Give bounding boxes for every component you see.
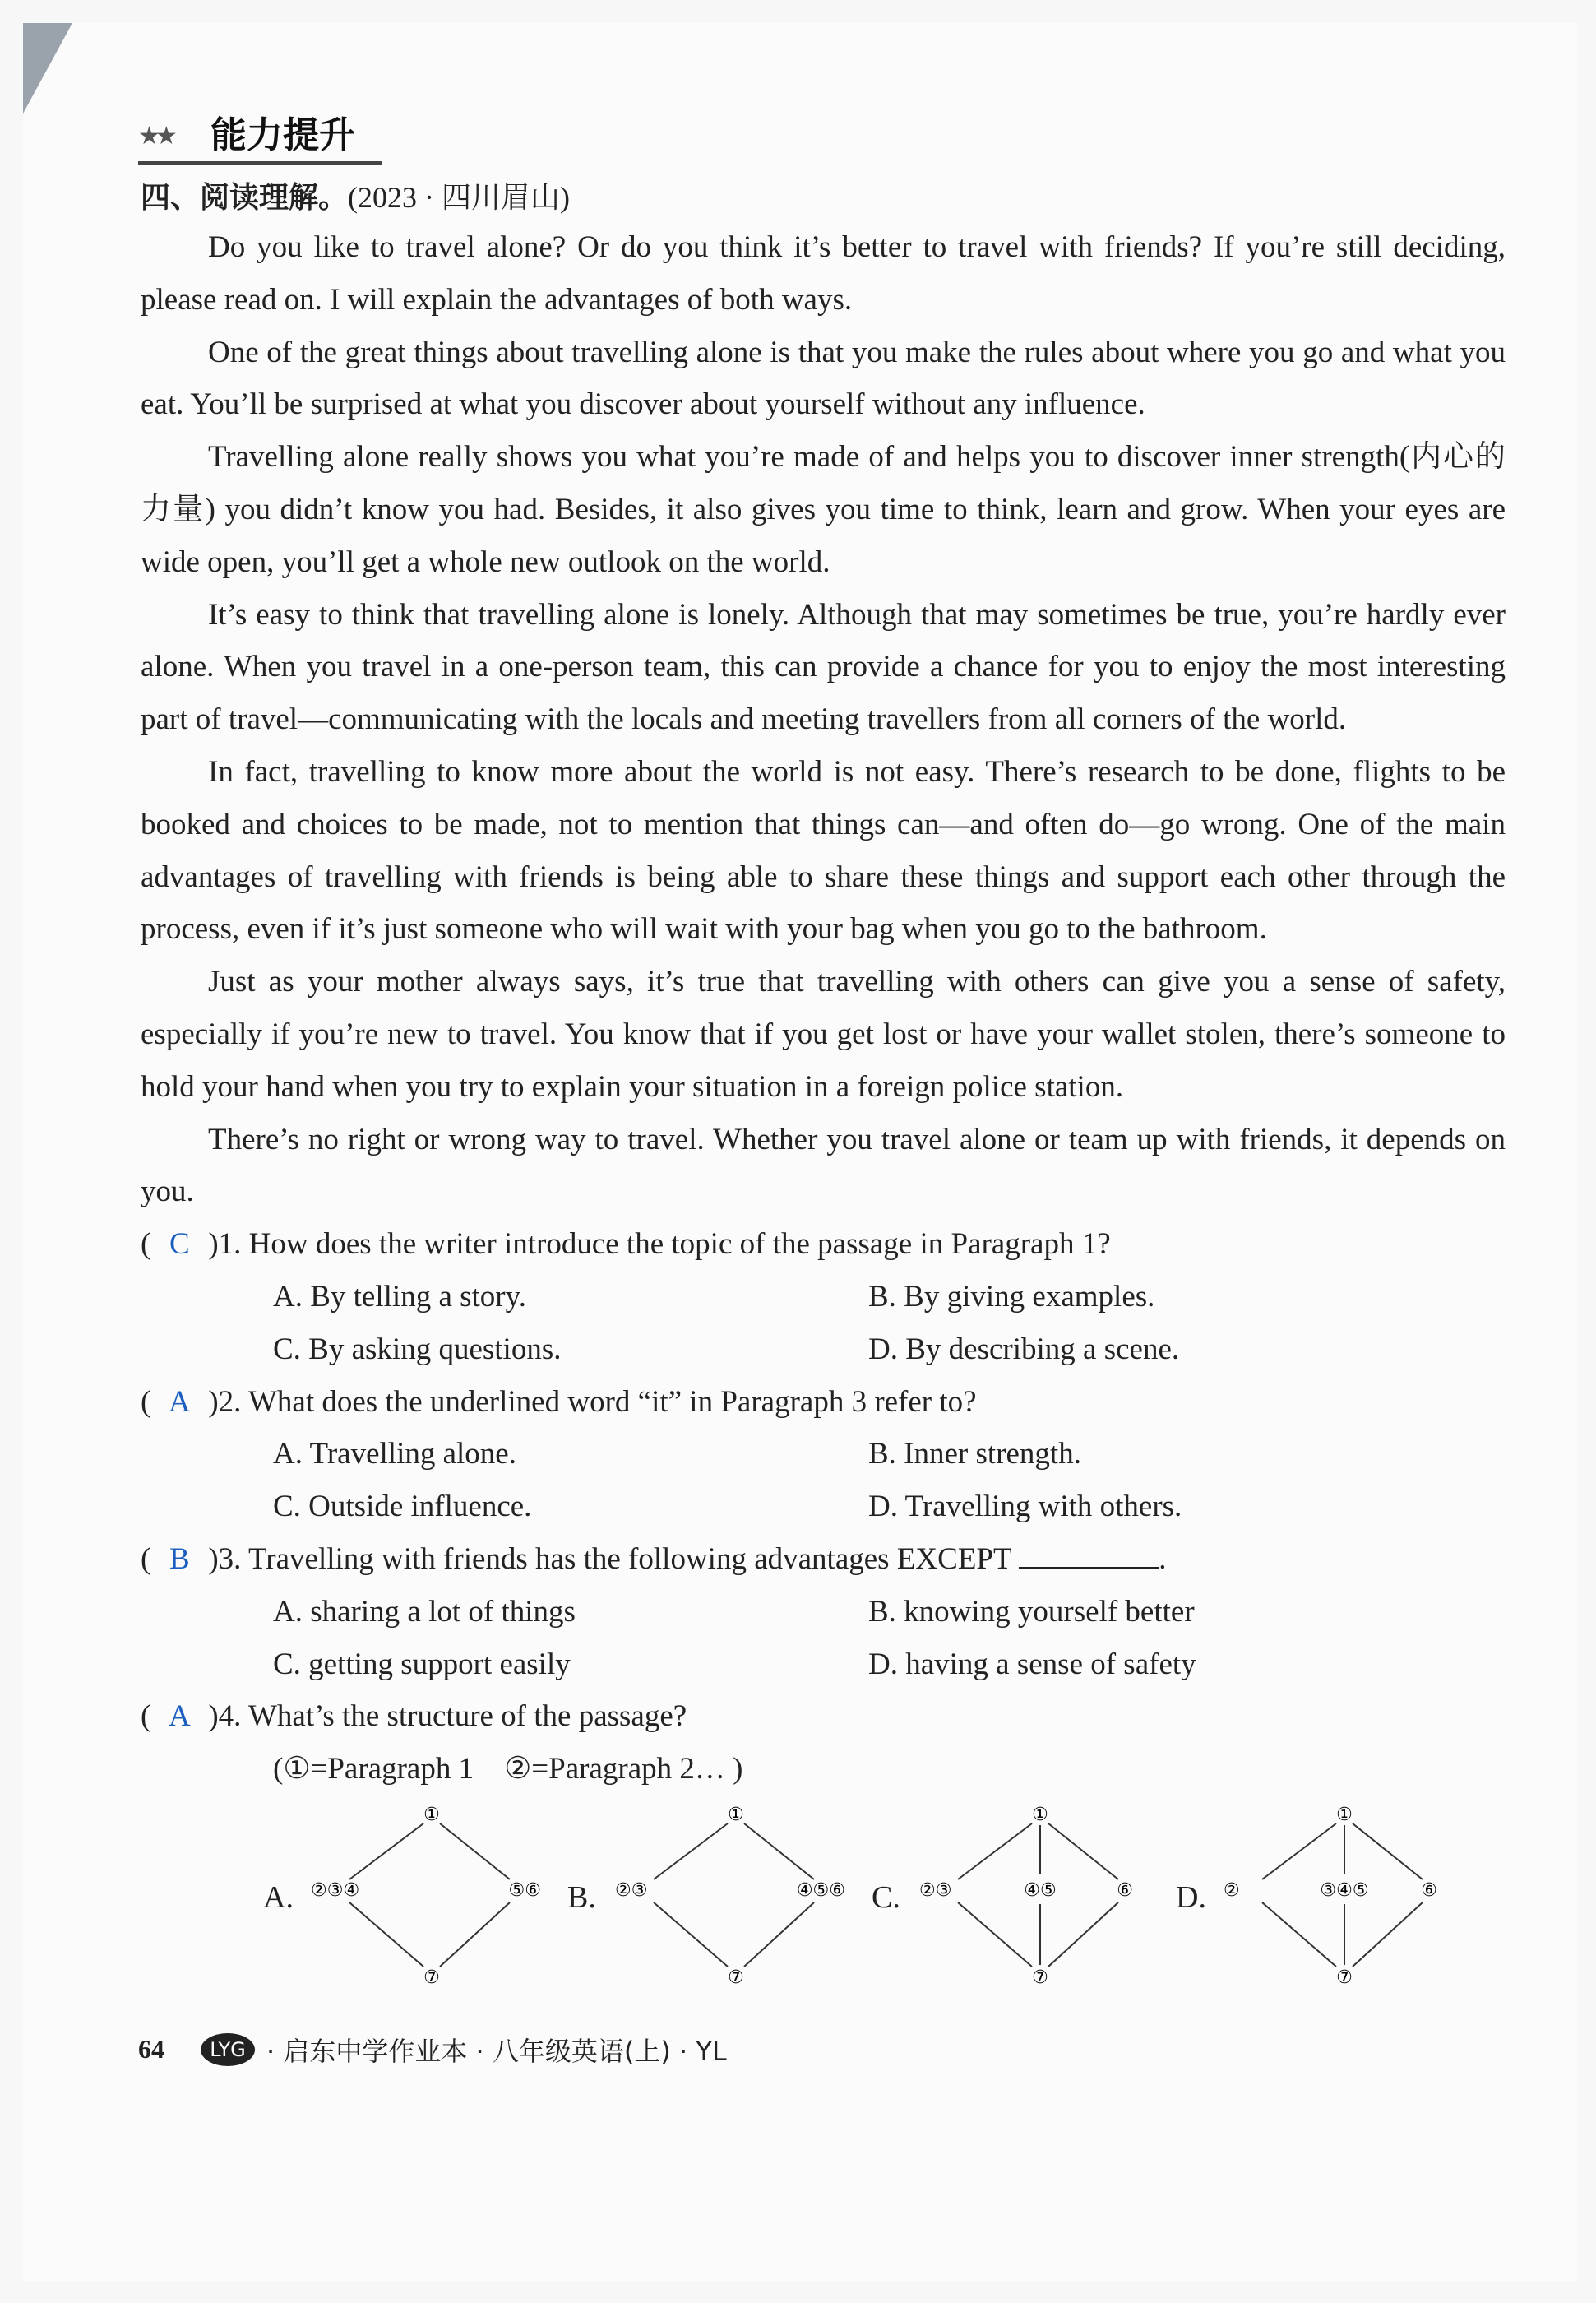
diagram-edge bbox=[1262, 1902, 1336, 1967]
question-note: (①=Paragraph 1 ②=Paragraph 2… ) bbox=[273, 1752, 743, 1786]
diagram-lines bbox=[872, 1804, 1159, 1989]
node-left: ②③④ bbox=[311, 1879, 360, 1901]
paragraph: Just as your mother always says, it’s true that travelling with others can give you a sense of safety, especially if you’re new to travel. You know that if you get lost or have your wallet stolen, there’s someone to hold your hand when you try to explain your situation in a foreign police station. bbox=[141, 965, 1506, 1104]
options bbox=[141, 1271, 1506, 1376]
page-corner-fold bbox=[23, 23, 72, 114]
stars-icon: ★★ bbox=[138, 122, 173, 151]
diagram-edge bbox=[1048, 1902, 1118, 1967]
page-number: 64 bbox=[138, 2034, 164, 2064]
paragraph: In fact, travelling to know more about the world is not easy. There’s research to be done, flights to be booked and choices to be made, not to mention that things can—and often do—go wrong. One of the main advantages of travelling with friends is being able to share these things and support each other through the process, even if it’s just someone who will wait with your bag when you go to the bathroom. bbox=[141, 754, 1506, 947]
answer: C bbox=[169, 1227, 190, 1262]
node-left: ②③ bbox=[919, 1879, 952, 1901]
page-content bbox=[138, 0, 1506, 2118]
diagram-option bbox=[1176, 1804, 1464, 1989]
option: A. By telling a story. bbox=[273, 1279, 526, 1314]
question-3: ( B )3. Travelling with friends has the following advantages EXCEPT . bbox=[141, 1533, 1506, 1586]
option: C. Outside influence. bbox=[273, 1490, 532, 1524]
question-text: )4. What’s the structure of the passage? bbox=[208, 1699, 687, 1734]
node-bottom: ⑦ bbox=[728, 1967, 744, 1988]
paragraph: It’s easy to think that travelling alone is lonely. Although that may sometimes be true, you’re hardly ever alone. When you travel in a one-person team, this can provide a chance for you to enjoy the most interesting part of travel—communicating with the locals and meeting travellers from all corners of the world. bbox=[141, 597, 1506, 737]
node-right: ⑥ bbox=[1117, 1879, 1133, 1901]
diagram-edge bbox=[958, 1823, 1032, 1879]
option: C. By asking questions. bbox=[273, 1332, 562, 1366]
node-right: ⑥ bbox=[1421, 1879, 1437, 1901]
reading-passage bbox=[141, 221, 1506, 1218]
answer: B bbox=[169, 1541, 190, 1576]
diagram-label: D. bbox=[1176, 1879, 1206, 1915]
diagram-option bbox=[263, 1804, 551, 1989]
diagram-option bbox=[567, 1804, 855, 1989]
diagram-edge bbox=[440, 1823, 510, 1879]
diagram-edge bbox=[958, 1902, 1032, 1967]
node-top: ① bbox=[1032, 1804, 1048, 1825]
publisher-logo: LYG bbox=[201, 2033, 255, 2066]
node-top: ① bbox=[728, 1804, 744, 1825]
diagram-edge bbox=[654, 1823, 728, 1879]
diagram-edge bbox=[349, 1823, 423, 1879]
diagram-edge bbox=[1353, 1902, 1423, 1967]
diagram-edge bbox=[1262, 1823, 1336, 1879]
answer: A bbox=[168, 1699, 191, 1734]
diagram-lines bbox=[567, 1804, 855, 1989]
node-top: ① bbox=[423, 1804, 440, 1825]
diagram-edge bbox=[1048, 1823, 1118, 1879]
option: C. getting support easily bbox=[273, 1647, 571, 1681]
paragraph: Do you like to travel alone? Or do you think it’s better to travel with friends? If you’re still deciding, please read on. I will explain the advantages of both ways. bbox=[141, 230, 1506, 317]
option: D. Travelling with others. bbox=[868, 1490, 1182, 1524]
diagram-option bbox=[872, 1804, 1159, 1989]
option: B. By giving examples. bbox=[868, 1279, 1155, 1314]
option: D. having a sense of safety bbox=[868, 1647, 1196, 1681]
structure-diagrams bbox=[263, 1804, 1464, 1993]
page-footer bbox=[138, 2031, 1506, 2069]
node-bottom: ⑦ bbox=[423, 1967, 440, 1988]
node-bottom: ⑦ bbox=[1032, 1967, 1048, 1988]
questions bbox=[141, 1218, 1506, 1796]
option: A. Travelling alone. bbox=[273, 1437, 516, 1471]
banner-title: 能力提升 bbox=[210, 114, 355, 156]
paragraph: There’s no right or wrong way to travel. Whether you travel alone or team up with friends, it depends on you. bbox=[141, 1122, 1506, 1209]
diagram-edge bbox=[440, 1902, 510, 1967]
options bbox=[141, 1428, 1506, 1533]
diagram-label: A. bbox=[263, 1879, 294, 1915]
question-2: ( A )2. What does the underlined word “it” in Paragraph 3 refer to? bbox=[141, 1376, 1506, 1429]
option: A. sharing a lot of things bbox=[273, 1594, 576, 1629]
paragraph: Travelling alone really shows you what you’re made of and helps you to discover inner strength(内心的力量) you didn’t know you had. Besides, it also gives you time to think, learn and grow. When your eyes are wide open, you’ll get a whole new outlook on the world. bbox=[141, 440, 1506, 579]
diagram-label: B. bbox=[567, 1879, 596, 1915]
option: D. By describing a scene. bbox=[868, 1332, 1180, 1366]
section-heading bbox=[141, 174, 1506, 221]
node-right: ⑤⑥ bbox=[508, 1879, 541, 1901]
book-title: · 启东中学作业本 · 八年级英语(上) · YL bbox=[266, 2035, 727, 2067]
question-text: )2. What does the underlined word “it” in Paragraph 3 refer to? bbox=[208, 1384, 977, 1419]
section-source: (2023 · 四川眉山) bbox=[348, 181, 570, 214]
node-bottom: ⑦ bbox=[1336, 1967, 1353, 1988]
node-top: ① bbox=[1336, 1804, 1353, 1825]
diagram-edge bbox=[349, 1902, 423, 1967]
node-left: ②③ bbox=[615, 1879, 648, 1901]
diagram-edge bbox=[1353, 1823, 1423, 1879]
option: B. knowing yourself better bbox=[868, 1594, 1195, 1629]
question-4: ( A )4. What’s the structure of the passage? bbox=[141, 1690, 1506, 1743]
answer: A bbox=[168, 1384, 191, 1419]
diagram-edge bbox=[744, 1823, 814, 1879]
answer-blank bbox=[1019, 1542, 1159, 1569]
diagram-label: C. bbox=[872, 1879, 900, 1915]
node-middle: ④⑤ bbox=[1024, 1879, 1057, 1901]
question-text: )3. Travelling with friends has the following advantages EXCEPT bbox=[208, 1541, 1011, 1576]
node-left: ② bbox=[1224, 1879, 1240, 1901]
node-right: ④⑤⑥ bbox=[796, 1879, 845, 1901]
diagram-lines bbox=[263, 1804, 551, 1989]
section-label: 四、阅读理解。 bbox=[141, 181, 349, 215]
question-1: ( C )1. How does the writer introduce the topic of the passage in Paragraph 1? bbox=[141, 1218, 1506, 1271]
paragraph: One of the great things about travelling alone is that you make the rules about where you go and what you eat. You’ll be surprised at what you discover about yourself without any influence. bbox=[141, 335, 1506, 422]
option: B. Inner strength. bbox=[868, 1437, 1081, 1471]
question-text: )1. How does the writer introduce the topic of the passage in Paragraph 1? bbox=[208, 1227, 1111, 1262]
diagram-lines bbox=[1176, 1804, 1464, 1989]
node-middle: ③④⑤ bbox=[1320, 1879, 1369, 1901]
options bbox=[141, 1586, 1506, 1691]
diagram-edge bbox=[744, 1902, 814, 1967]
diagram-edge bbox=[654, 1902, 728, 1967]
